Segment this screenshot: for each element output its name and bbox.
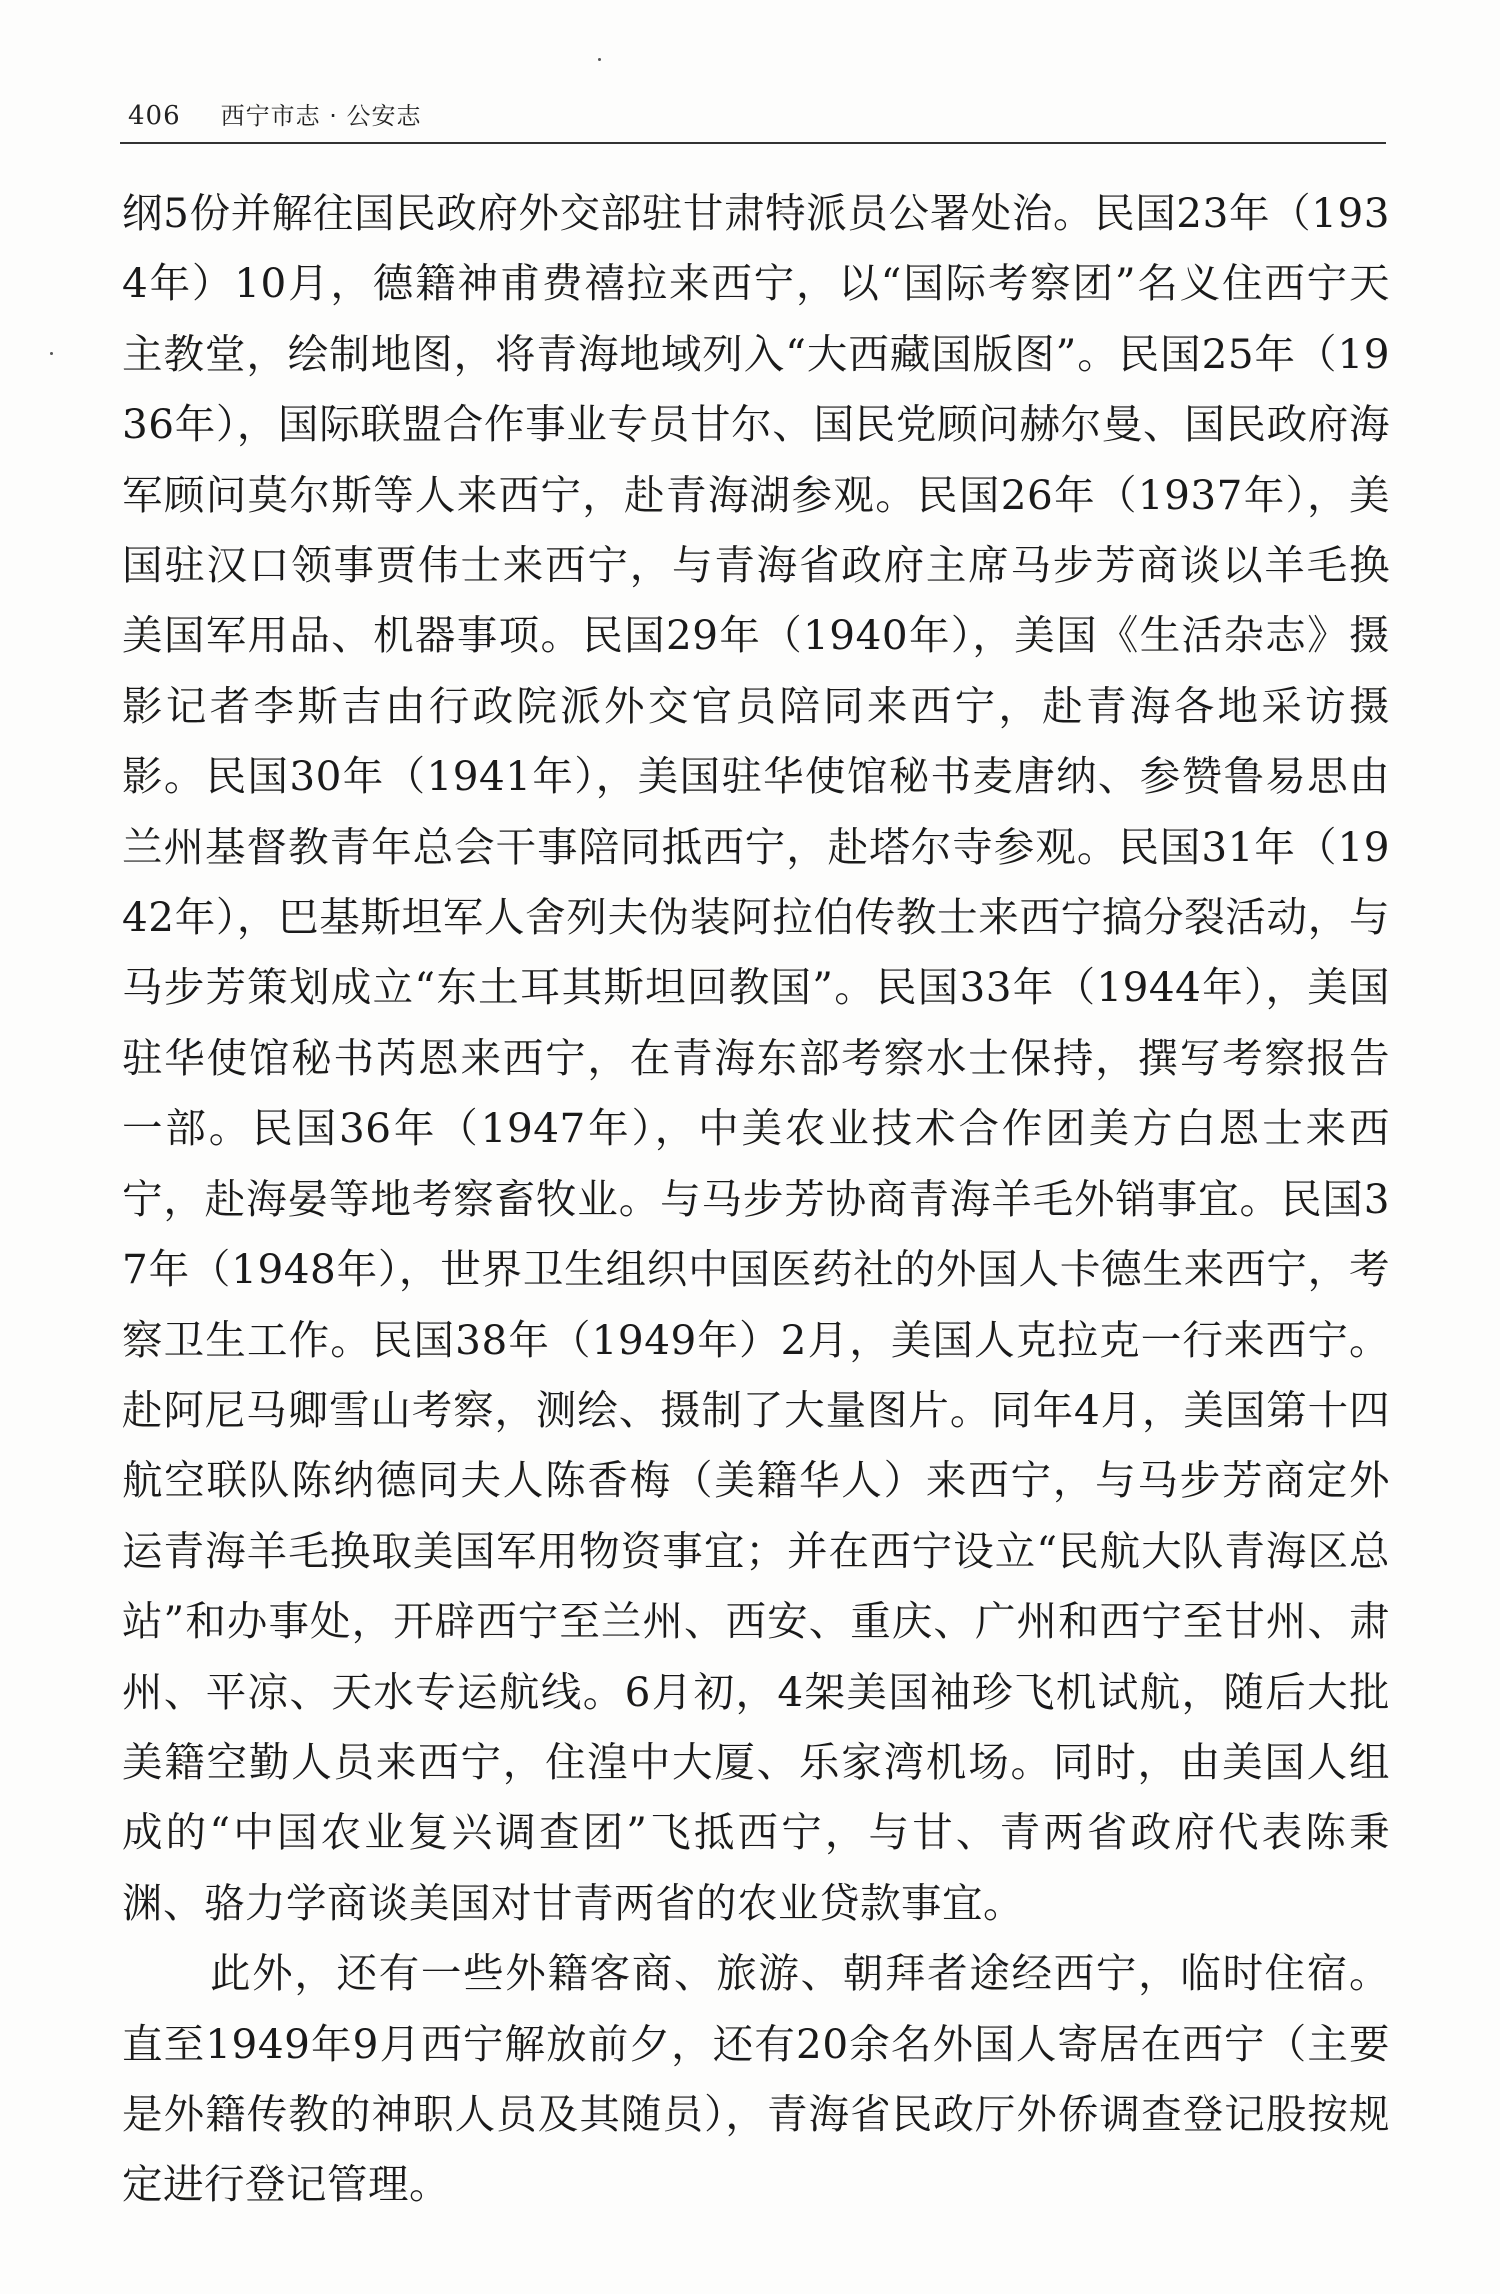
page-number: 406 xyxy=(128,101,181,131)
header-rule xyxy=(120,142,1386,144)
paragraph: 此外，还有一些外籍客商、旅游、朝拜者途经西宁，临时住宿。直至1949年9月西宁解放前夕，还有20余名外国人寄居在西宁（主要是外籍传教的神职人员及其随员），青海省民政厅外侨调查登记股按规定进行登记管理。 xyxy=(122,1949,1390,2209)
scan-speck xyxy=(50,352,53,355)
scan-speck xyxy=(598,58,601,61)
page-header xyxy=(128,96,422,140)
running-title: 西宁市志 · 公安志 xyxy=(220,102,422,130)
paragraph: 纲5份并解往国民政府外交部驻甘肃特派员公署处治。民国23年（1934年）10月，德籍神甫费禧拉来西宁，以“国际考察团”名义住西宁天主教堂，绘制地图，将青海地域列入“大西藏国版图”。民国25年（1936年），国际联盟合作事业专员甘尔、国民党顾问赫尔曼、国民政府海军顾问莫尔斯等人来西宁，赴青海湖参观。民国26年（1937年），美国驻汉口领事贾伟士来西宁，与青海省政府主席马步芳商谈以羊毛换美国军用品、机器事项。民国29年（1940年），美国《生活杂志》摄影记者李斯吉由行政院派外交官员陪同来西宁，赴青海各地采访摄影。民国30年（1941年），美国驻华使馆秘书麦唐纳、参赞鲁易思由兰州基督教青年总会干事陪同抵西宁，赴塔尔寺参观。民国31年（1942年），巴基斯坦军人舍列夫伪装阿拉伯传教士来西宁搞分裂活动，与马步芳策划成立“东土耳其斯坦回教国”。民国33年（1944年），美国驻华使馆秘书芮恩来西宁，在青海东部考察水士保持，撰写考察报告一部。民国36年（1947年），中美农业技术合作团美方白恩士来西宁，赴海晏等地考察畜牧业。与马步芳协商青海羊毛外销事宜。民国37年（1948年），世界卫生组织中国医药社的外国人卡德生来西宁，考察卫生工作。民国38年（1949年）2月，美国人克拉克一行来西宁。赴阿尼马卿雪山考察，测绘、摄制了大量图片。同年4月，美国第十四航空联队陈纳德同夫人陈香梅（美籍华人）来西宁，与马步芳商定外运青海羊毛换取美国军用物资事宜；并在西宁设立“民航大队青海区总站”和办事处，开辟西宁至兰州、西安、重庆、广州和西宁至甘州、肃州、平凉、天水专运航线。6月初，4架美国袖珍飞机试航，随后大批美籍空勤人员来西宁，住湟中大厦、乐家湾机场。同时，由美国人组成的“中国农业复兴调查团”飞抵西宁，与甘、青两省政府代表陈秉渊、骆力学商谈美国对甘青两省的农业贷款事宜。 xyxy=(122,189,1390,1927)
body-text xyxy=(122,178,1390,2220)
